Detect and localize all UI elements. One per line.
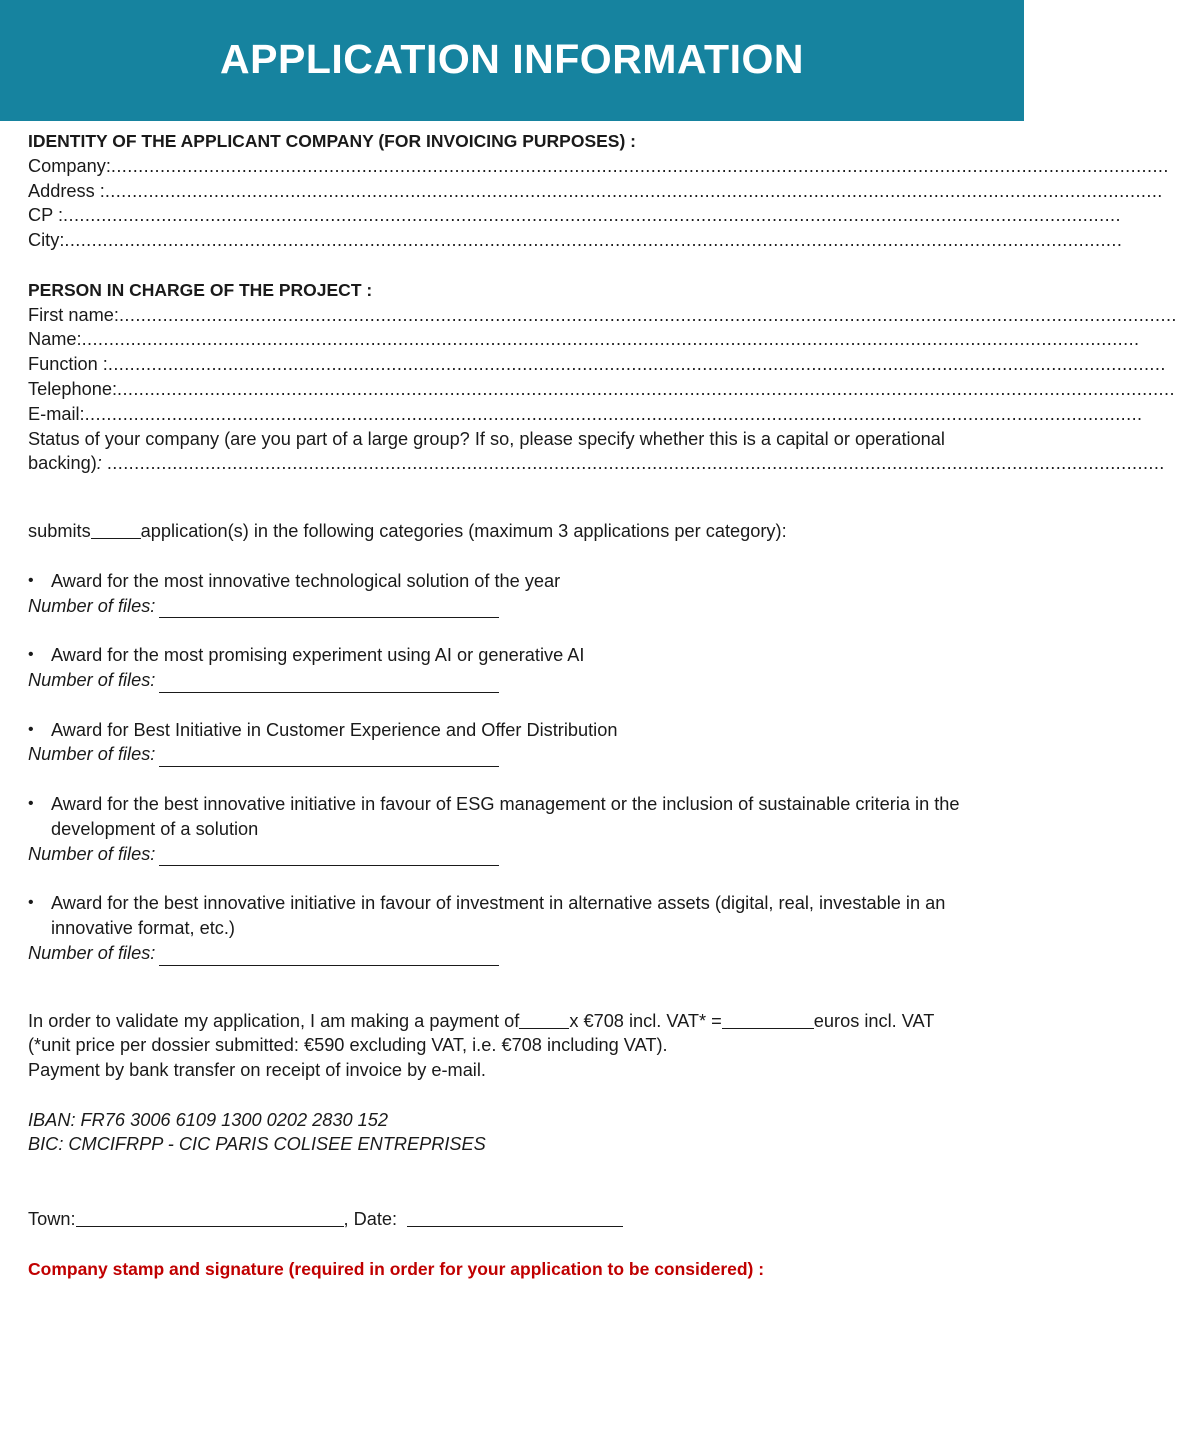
- payment-quantity-blank[interactable]: [519, 1009, 569, 1029]
- bullet-icon: •: [28, 894, 34, 912]
- company-dotted-line[interactable]: ..................................................................................................................................................................................................: [110, 155, 1169, 176]
- email-field[interactable]: [28, 402, 1143, 427]
- number-of-files-blank[interactable]: [159, 599, 499, 618]
- name-dotted-line[interactable]: ..................................................................................................................................................................................................: [81, 329, 1140, 350]
- function-field[interactable]: [28, 352, 1166, 377]
- address-field[interactable]: [28, 179, 1163, 204]
- cp-dotted-line[interactable]: ..................................................................................................................................................................................................: [63, 205, 1121, 226]
- telephone-field[interactable]: [28, 377, 1175, 402]
- applications-intro-suffix: application(s) in the following categories (maximum 3 applications per category):: [140, 521, 787, 542]
- first-name-label: First name:: [28, 304, 119, 325]
- company-field[interactable]: [28, 154, 1169, 179]
- function-dotted-line[interactable]: ..................................................................................................................................................................................................: [107, 354, 1166, 375]
- category-item: [28, 643, 988, 693]
- number-of-files-field[interactable]: [28, 941, 988, 966]
- category-item: [28, 891, 988, 965]
- company-status-dotted-line[interactable]: ..................................................................................................................................................................................................: [106, 453, 1165, 474]
- payment-method-note: Payment by bank transfer on receipt of invoice by e-mail.: [28, 1060, 486, 1081]
- number-of-files-blank[interactable]: [159, 847, 499, 866]
- city-field[interactable]: [28, 228, 1123, 253]
- name-field[interactable]: [28, 327, 1140, 352]
- number-of-files-label: Number of files:: [28, 744, 156, 765]
- company-status-text: Status of your company (are you part of a large group? If so, please specify whether this is a capital or operational backing): [28, 428, 945, 474]
- category-label: Award for the most promising experiment using AI or generative AI: [51, 645, 585, 666]
- address-label: Address :: [28, 180, 105, 201]
- category-label: Award for Best Initiative in Customer Experience and Offer Distribution: [51, 719, 618, 740]
- first-name-field[interactable]: [28, 303, 1177, 328]
- person-section-title: PERSON IN CHARGE OF THE PROJECT :: [28, 279, 373, 300]
- town-date-line: [28, 1207, 988, 1232]
- function-label: Function :: [28, 354, 108, 375]
- bullet-icon: •: [28, 646, 34, 664]
- iban: IBAN: FR76 3006 6109 1300 0202 2830 152: [28, 1109, 388, 1130]
- bullet-icon: •: [28, 794, 34, 812]
- category-item: [28, 792, 988, 866]
- payment-text-unit-price: x €708 incl. VAT* =: [569, 1010, 722, 1031]
- bic: BIC: CMCIFRPP - CIC PARIS COLISEE ENTREPRISES: [28, 1134, 486, 1155]
- number-of-files-blank[interactable]: [159, 748, 499, 767]
- first-name-dotted-line[interactable]: ..................................................................................................................................................................................................: [118, 304, 1177, 325]
- telephone-dotted-line[interactable]: ..................................................................................................................................................................................................: [117, 378, 1175, 399]
- payment-text-end: euros incl. VAT: [813, 1010, 935, 1031]
- payment-total-blank[interactable]: [722, 1009, 814, 1029]
- address-dotted-line[interactable]: ..................................................................................................................................................................................................: [104, 180, 1163, 201]
- applications-count-blank[interactable]: [91, 519, 141, 539]
- number-of-files-label: Number of files:: [28, 942, 156, 963]
- stamp-signature-instruction: Company stamp and signature (required in order for your application to be considered) :: [28, 1258, 765, 1279]
- category-label: Award for the most innovative technological solution of the year: [51, 570, 561, 591]
- number-of-files-label: Number of files:: [28, 669, 156, 690]
- city-dotted-line[interactable]: ..................................................................................................................................................................................................: [64, 230, 1123, 251]
- company-status-field[interactable]: [28, 427, 1165, 477]
- date-label: , Date:: [343, 1209, 408, 1230]
- category-label: Award for the best innovative initiative in favour of ESG management or the inclusion of sustainable criteria in the development of a solution: [51, 793, 960, 839]
- payment-line: [28, 1009, 988, 1034]
- number-of-files-label: Number of files:: [28, 843, 156, 864]
- cp-label: CP :: [28, 205, 64, 226]
- date-blank[interactable]: [407, 1207, 623, 1227]
- payment-text-start: In order to validate my application, I am making a payment of: [28, 1010, 520, 1031]
- cp-field[interactable]: [28, 203, 1121, 228]
- number-of-files-field[interactable]: [28, 594, 988, 619]
- page-header: [0, 0, 1024, 121]
- town-blank[interactable]: [76, 1207, 344, 1227]
- form-content: [28, 129, 1177, 1432]
- number-of-files-label: Number of files:: [28, 595, 156, 616]
- city-label: City:: [28, 230, 65, 251]
- telephone-label: Telephone:: [28, 378, 117, 399]
- page-title: APPLICATION INFORMATION: [220, 36, 804, 82]
- category-label: Award for the best innovative initiative in favour of investment in alternative assets (digital, real, investable in an innovative format, etc.): [51, 893, 946, 938]
- payment-unit-price-note: (*unit price per dossier submitted: €590 excluding VAT, i.e. €708 including VAT).: [28, 1035, 668, 1056]
- number-of-files-blank[interactable]: [159, 947, 499, 966]
- email-label: E-mail:: [28, 403, 85, 424]
- number-of-files-field[interactable]: [28, 668, 988, 693]
- number-of-files-blank[interactable]: [159, 674, 499, 693]
- bullet-icon: •: [28, 571, 34, 589]
- category-item: [28, 569, 988, 619]
- number-of-files-field[interactable]: [28, 742, 988, 767]
- bullet-icon: •: [28, 720, 34, 738]
- company-status-colon: :: [96, 453, 107, 474]
- company-label: Company:: [28, 155, 111, 176]
- identity-section-title: IDENTITY OF THE APPLICANT COMPANY (FOR INVOICING PURPOSES) :: [28, 131, 636, 151]
- town-label: Town:: [28, 1209, 76, 1230]
- stamp-signature-area[interactable]: [28, 1282, 988, 1432]
- name-label: Name:: [28, 329, 82, 350]
- applications-intro-prefix: submits: [28, 521, 91, 542]
- number-of-files-field[interactable]: [28, 842, 988, 867]
- category-item: [28, 718, 988, 768]
- email-dotted-line[interactable]: ..................................................................................................................................................................................................: [84, 403, 1143, 424]
- applications-count-line: [28, 519, 988, 544]
